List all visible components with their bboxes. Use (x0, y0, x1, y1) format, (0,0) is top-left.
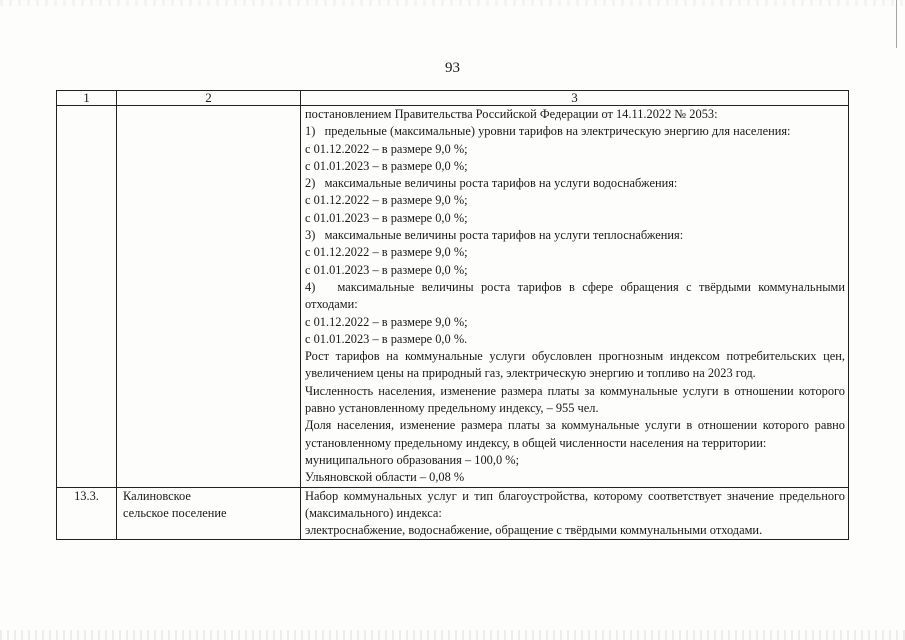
paragraph-item-4: 4) максимальные величины роста тарифов в сфере обращения с твёрдыми коммунальными отходами: (305, 279, 845, 312)
paragraph-population-share: Доля населения, изменение размера платы за коммунальные услуги в отношении которого равно установленному предельному индексу, в общей численности населения на территории: (305, 418, 845, 450)
paragraph-share-municipal: муниципального образования – 100,0 %; (305, 452, 520, 467)
paragraph-share-region: Ульяновской области – 0,08 % (305, 470, 465, 485)
paragraph-service-set: Набор коммунальных услуг и тип благоустройства, которому соответствует значение предельного (максимального) индекса: (305, 488, 845, 520)
scan-edge-bottom (0, 630, 905, 640)
paragraph-item-2-date-1: с 01.12.2022 – в размере 9,0 %; (305, 193, 468, 208)
paragraph-decree: постановлением Правительства Российской Федерации от 14.11.2022 № 2053: (305, 107, 718, 121)
settlement-name-line-1: Калиновское (123, 488, 191, 503)
paragraph-item-1-date-1: с 01.12.2022 – в размере 9,0 %; (305, 141, 468, 156)
paragraph-item-3: 3) максимальные величины роста тарифов на услуги теплоснабжения: (305, 228, 684, 243)
paragraph-item-4-date-1: с 01.12.2022 – в размере 9,0 %; (305, 314, 468, 329)
continuation-col-3 (301, 106, 849, 488)
paragraph-service-list: электроснабжение, водоснабжение, обращение с твёрдыми коммунальными отходами. (305, 523, 763, 538)
table-row-13-3 (57, 487, 849, 540)
scan-edge-right (896, 0, 897, 48)
paragraph-item-3-date-2: с 01.01.2023 – в размере 0,0 %; (305, 262, 468, 277)
settlement-name-line-2: сельское поселение (123, 505, 227, 520)
paragraph-item-1: 1) предельные (максимальные) уровни тарифов на электрическую энергию для населения: (305, 124, 791, 139)
paragraph-item-2: 2) максимальные величины роста тарифов на услуги водоснабжения: (305, 176, 678, 191)
paragraph-item-1-date-2: с 01.01.2023 – в размере 0,0 %; (305, 158, 468, 173)
paragraph-population-count: Численность населения, изменение размера платы за коммунальные услуги в отношении которого равно установленному предельному индексу, – 955 чел. (305, 383, 845, 416)
paragraph-item-4-date-2: с 01.01.2023 – в размере 0,0 %. (305, 331, 468, 346)
settlement-name (117, 487, 301, 540)
tariff-table (56, 90, 849, 540)
row-13-3-description (301, 487, 849, 540)
column-header-2: 2 (117, 91, 301, 106)
paragraph-item-3-date-1: с 01.12.2022 – в размере 9,0 %; (305, 245, 468, 260)
continuation-col-1 (57, 106, 117, 488)
row-number: 13.3. (57, 487, 117, 540)
table-header-row (57, 91, 849, 106)
column-header-1: 1 (57, 91, 117, 106)
scan-edge-top (0, 0, 905, 6)
page-number: 93 (445, 60, 460, 76)
table-row-continuation (57, 106, 849, 488)
paragraph-growth-reason: Рост тарифов на коммунальные услуги обусловлен прогнозным индексом потребительских цен, увеличением цены на природный газ, электрическую энергию и топливо на 2023 год. (305, 349, 845, 381)
column-header-3: 3 (301, 91, 849, 106)
paragraph-item-2-date-2: с 01.01.2023 – в размере 0,0 %; (305, 210, 468, 225)
continuation-col-2 (117, 106, 301, 488)
